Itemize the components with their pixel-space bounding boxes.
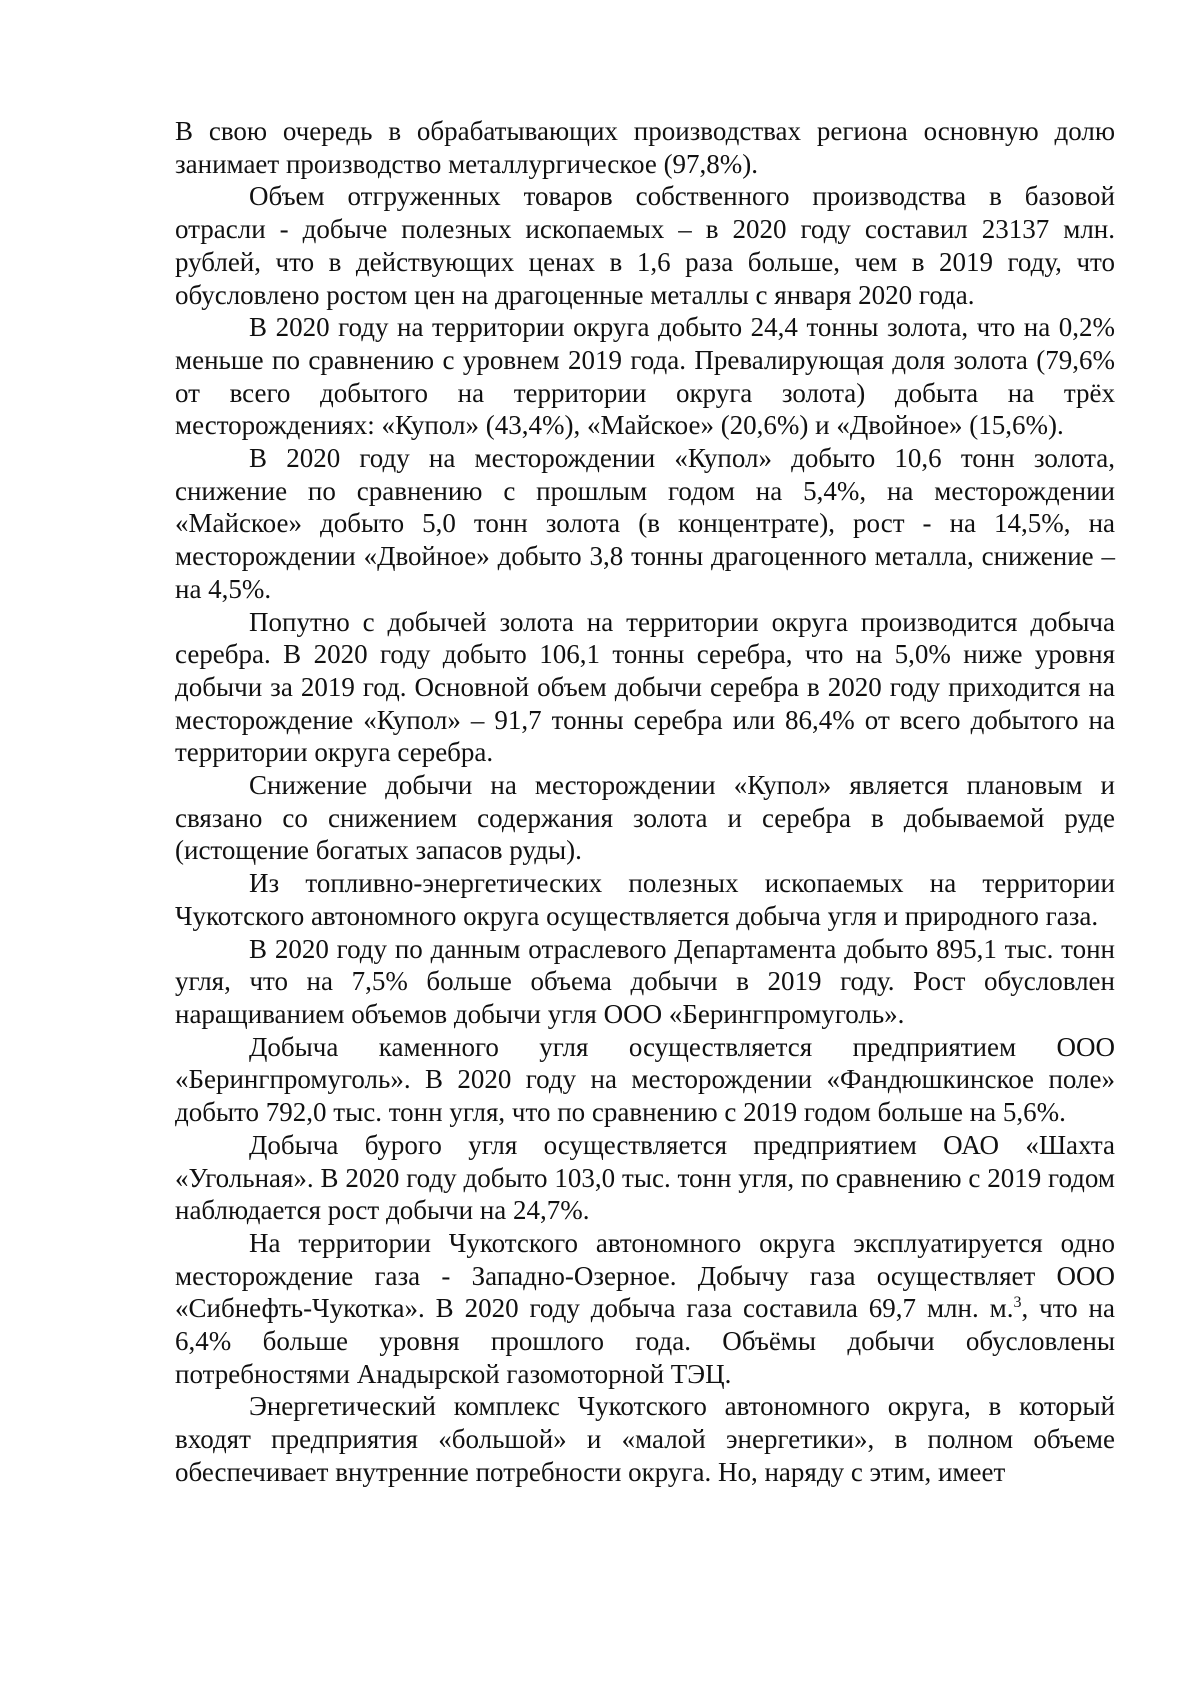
paragraph-brown-coal: Добыча бурого угля осуществляется предприятием ОАО «Шахта «Угольная». В 2020 году добыто 103,0 тыс. тонн угля, по сравнению с 2019 годом наблюдается рост добычи на 24,7%. [175,1129,1115,1226]
paragraph-fuel-resources: Из топливно-энергетических полезных ископаемых на территории Чукотского автономного округа осуществляется добыча угля и природного газа. [175,868,1115,931]
paragraph-kupol-decline: Снижение добычи на месторождении «Купол» является плановым и связано со снижением содержания золота и серебра в добываемой руде (истощение богатых запасов руды). [175,770,1115,866]
paragraph-gas [175,1227,1115,1391]
paragraph-silver: Попутно с добычей золота на территории округа производится добыча серебра. В 2020 году добыто 106,1 тонны серебра, что на 5,0% ниже уровня добычи за 2019 год. Основной объем добычи серебра в 2020 году приходится на месторождение «Купол» – 91,7 тонны серебра или 86,4% от всего добытого на территории округа серебра. [175,606,1115,768]
gas-unit-superscript: 3 [1013,1294,1022,1312]
document-page [175,115,1115,1489]
gas-text-before: На территории Чукотского автономного округа эксплуатируется одно месторождение газа - Западно-Озерное. Добычу газа осуществляет ООО «Сибнефть-Чукотка». В 2020 году добыча газа составила 69,7 млн. м. [175,1227,1115,1324]
paragraph-coal-total: В 2020 году по данным отраслевого Департамента добыто 895,1 тыс. тонн угля, что на 7,5% больше объема добычи в 2019 году. Рост обусловлен наращиванием объемов добычи угля ООО «Берингпромуголь». [175,933,1115,1029]
paragraph-gold-total: В 2020 году на территории округа добыто 24,4 тонны золота, что на 0,2% меньше по сравнению с уровнем 2019 года. Превалирующая доля золота (79,6% от всего добытого на территории округа золота) добыта на трёх месторождениях: «Купол» (43,4%), «Майское» (20,6%) и «Двойное» (15,6%). [175,312,1115,441]
paragraph-metallurgy-share: В свою очередь в обрабатывающих производствах региона основную долю занимает производство металлургическое (97,8%). [175,116,1115,179]
gas-text-after: , что на 6,4% больше уровня прошлого года. Объёмы добычи обусловлены потребностями Анадырской газомоторной ТЭЦ. [175,1293,1115,1389]
paragraph-gold-deposits: В 2020 году на месторождении «Купол» добыто 10,6 тонн золота, снижение по сравнению с прошлым годом на 5,4%, на месторождении «Майское» добыто 5,0 тонн золота (в концентрате), рост - на 14,5%, на месторождении «Двойное» добыто 3,8 тонны драгоценного металла, снижение – на 4,5%. [175,443,1115,604]
paragraph-energy-complex: Энергетический комплекс Чукотского автономного округа, в который входят предприятия «большой» и «малой энергетики», в полном объеме обеспечивает внутренние потребности округа. Но, наряду с этим, имеет [175,1391,1115,1487]
paragraph-hard-coal: Добыча каменного угля осуществляется предприятием ООО «Берингпромуголь». В 2020 году на месторождении «Фандюшкинское поле» добыто 792,0 тыс. тонн угля, что по сравнению с 2019 годом больше на 5,6%. [175,1031,1115,1128]
paragraph-shipped-goods: Объем отгруженных товаров собственного производства в базовой отрасли - добыче полезных ископаемых – в 2020 году составил 23137 млн. рублей, что в действующих ценах в 1,6 раза больше, чем в 2019 году, что обусловлено ростом цен на драгоценные металлы с января 2020 года. [175,181,1115,310]
